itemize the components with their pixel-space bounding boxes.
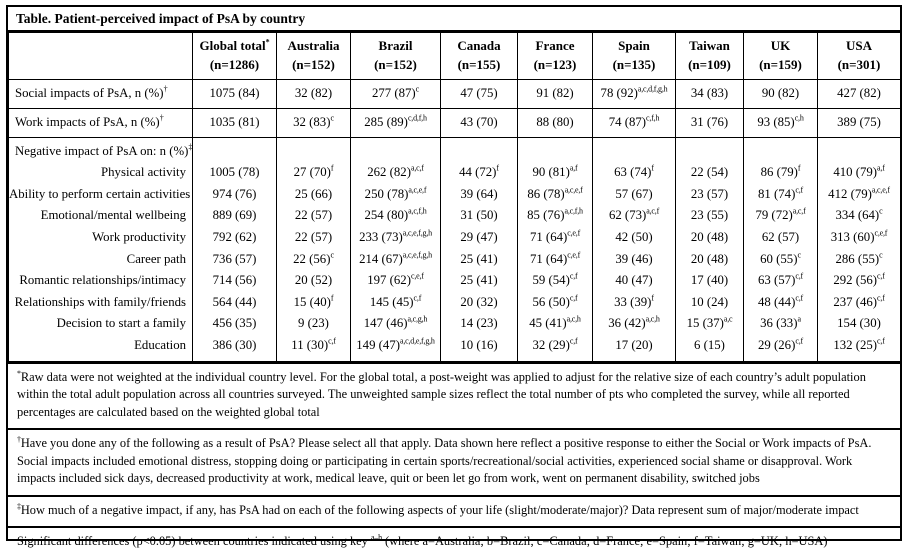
neg-data-cell-value: 23 (55): [690, 208, 729, 223]
neg-row-label: Physical activity: [101, 165, 186, 180]
neg-data-cell-value: 39 (46): [615, 251, 653, 266]
neg-data-cell-value: 39 (64): [460, 186, 498, 201]
significance-key: a,c,e,f: [871, 185, 890, 195]
neg-row-label: Ability to perform certain activities: [9, 186, 191, 201]
neg-label-column: [9, 137, 193, 361]
significance-key: f: [330, 293, 334, 303]
table-row: [9, 108, 901, 137]
significance-key: c,f: [569, 336, 578, 346]
neg-row-label: Decision to start a family: [56, 316, 186, 331]
neg-data-cell-value: 20 (32): [460, 294, 498, 309]
significance-key: a,c,e,f: [408, 185, 427, 195]
neg-data-cell-value: 334 $(64)^c$: [835, 207, 883, 223]
neg-data-cell-value: 79 $(72)^{a,c,f}$: [755, 207, 806, 223]
col-name: Australia: [287, 38, 340, 53]
significance-key: c,d,f,h: [407, 113, 427, 123]
significance-key: a,c,f: [792, 207, 806, 217]
col-name: USA: [845, 38, 872, 53]
significance-key: a: [797, 315, 801, 325]
neg-data-column: [351, 137, 441, 361]
spacer: [193, 141, 276, 163]
col-header-usa: [818, 33, 901, 80]
footnote-marker: ‡: [17, 501, 21, 511]
neg-data-cell-value: 29 $(26)^{c,f}$: [758, 336, 803, 353]
neg-data-cell-value: 9 (23): [298, 316, 329, 331]
significance-key: a,c,h: [645, 315, 660, 325]
neg-data-cell-value: 29 (47): [460, 230, 498, 245]
spacer: [441, 141, 517, 163]
data-cell: 78 $(92)^{a,c,d,f,g,h}$: [593, 79, 676, 108]
significance-key: a,c,f: [646, 207, 660, 217]
data-cell: 34 (83): [676, 79, 744, 108]
significance-key: a,c,f,h: [564, 207, 583, 217]
data-cell: 74 $(87)^{c,f,h}$: [593, 108, 676, 137]
spacer: [351, 141, 440, 163]
neg-data-cell-value: 286 $(55)^c$: [835, 250, 883, 266]
col-header-uk: [744, 33, 818, 80]
significance-key: c: [879, 207, 883, 217]
neg-data-cell-value: 262 $(82)^{a,c,f}$: [367, 164, 424, 180]
significance-key: c: [330, 250, 334, 260]
spacer: [277, 141, 350, 163]
significance-key: ‡: [188, 142, 193, 152]
neg-data-cell-value: 44 $(72)^f$: [459, 164, 499, 180]
neg-data-cell-value: 22 $(56)^c$: [293, 250, 334, 266]
col-name: Spain: [618, 38, 650, 53]
neg-data-cell-value: 57 (67): [615, 186, 653, 201]
neg-data-cell-value: 14 (23): [460, 316, 498, 331]
data-cell: 32 $(83)^c$: [277, 108, 351, 137]
col-header-spain: [593, 33, 676, 80]
significance-key: c,f: [795, 185, 803, 195]
neg-data-cell-value: 32 $(29)^{c,f}$: [532, 336, 578, 353]
col-n: (n=301): [837, 56, 881, 72]
neg-data-cell-value: 20 (52): [294, 273, 333, 288]
neg-data-cell-value: 145 $(45)^{c,f}$: [369, 293, 422, 309]
footnote-1: *Raw data were not weighted at the individual country level. For the global total, a post-weight was applied to adjust for the relative size of each country’s adult population within the total adult population across all countries surveyed. The unweighted sample sizes reflect the total number of pts who completed the survey, while all reported percentages are calculated based on the weighted global total: [8, 362, 900, 429]
col-name: Taiwan: [689, 38, 730, 53]
data-cell: 43 (70): [441, 108, 518, 137]
col-name: UK: [770, 38, 791, 53]
neg-data-cell-value: 1005 (78): [209, 165, 260, 180]
col-name: France: [535, 38, 575, 53]
footnote-marker: †: [17, 435, 21, 444]
neg-data-cell-value: 86 $(78)^{a,c,e,f}$: [527, 185, 583, 201]
neg-data-cell-value: 27 $(70)^f$: [293, 164, 334, 180]
neg-data-cell-value: 237 $(46)^{c,f}$: [833, 293, 885, 309]
col-header-global-total: [193, 33, 277, 80]
neg-data-cell-value: 36 $(42)^{a,c,h}$: [608, 315, 660, 331]
neg-data-cell-value: 20 (48): [690, 230, 729, 245]
neg-data-cell-value: 63 $(74)^f$: [614, 164, 654, 180]
col-n: (n=152): [292, 56, 335, 72]
significance-key: a,c,f: [410, 164, 424, 174]
neg-data-cell-value: 48 $(44)^{c,f}$: [758, 293, 803, 309]
data-cell: 427 (82): [818, 79, 901, 108]
col-header-australia: [277, 33, 351, 80]
significance-key: a,f: [569, 164, 578, 174]
data-cell: 90 (82): [744, 79, 818, 108]
table-row: [9, 79, 901, 108]
neg-data-cell-value: 25 (66): [294, 186, 333, 201]
neg-data-cell-value: 20 (48): [690, 251, 729, 266]
significance-key: a,c,e,f: [564, 185, 583, 195]
significance-key: †: [159, 113, 164, 123]
col-header-taiwan: [676, 33, 744, 80]
neg-data-cell-value: 86 $(79)^f$: [760, 164, 801, 180]
neg-data-cell-value: 889 (69): [212, 208, 257, 223]
significance-key: c: [879, 250, 883, 260]
significance-key: c,f: [413, 293, 422, 303]
neg-data-cell-value: 149 $(47)^{a,c,d,e,f,g,h}$: [356, 336, 435, 353]
neg-data-cell-value: 564 (44): [212, 294, 257, 309]
row-label: Social impacts of PsA, n (%)†: [9, 79, 193, 108]
significance-key: f: [330, 164, 334, 174]
neg-data-cell-value: 6 (15): [694, 338, 725, 353]
significance-key: c,f: [795, 271, 803, 281]
neg-data-cell-value: 313 $(60)^{c,e,f}$: [830, 228, 888, 245]
neg-data-cell-value: 154 (30): [837, 316, 881, 331]
neg-data-cell-value: 62 (57): [761, 230, 800, 245]
neg-data-cell-value: 10 (16): [460, 338, 498, 353]
significance-key: a,c,e,f,g,h: [402, 228, 432, 238]
significance-key: a,c,g,h: [407, 315, 428, 325]
neg-data-cell-value: 63 $(57)^{c,f}$: [758, 271, 803, 288]
footnote-3: ‡How much of a negative impact, if any, has PsA had on each of the following aspects of your life (slight/moderate/major)? Data represent sum of major/moderate impact: [8, 495, 900, 527]
neg-data-cell-value: 22 (54): [690, 165, 729, 180]
data-cell: 31 (76): [676, 108, 744, 137]
spacer: [676, 141, 743, 163]
corner-cell: [9, 33, 193, 80]
col-name: Brazil: [378, 38, 413, 53]
col-header-france: [518, 33, 593, 80]
significance-key: f: [797, 164, 801, 174]
col-n: (n=109): [688, 56, 731, 72]
significance-key: c,e,f: [567, 228, 581, 238]
neg-data-column: [744, 137, 818, 361]
neg-data-cell-value: 31 (50): [460, 208, 498, 223]
significance-key: a,c: [723, 315, 733, 325]
neg-data-cell-value: 56 $(50)^{c,f}$: [532, 293, 578, 309]
neg-row-label: Emotional/mental wellbeing: [40, 208, 186, 223]
spacer: [593, 141, 675, 163]
spacer: [818, 141, 900, 163]
neg-data-cell-value: 11 $(30)^{c,f}$: [291, 336, 336, 353]
data-cell: 1075 (84): [193, 79, 277, 108]
significance-key: c: [330, 113, 334, 123]
significance-key: *: [265, 37, 270, 47]
negative-impact-block: [9, 137, 901, 361]
neg-data-cell-value: 412 $(79)^{a,c,e,f}$: [828, 185, 890, 201]
neg-data-cell-value: 33 $(39)^f$: [614, 293, 654, 309]
neg-data-cell-value: 254 $(80)^{a,c,f,h}$: [364, 207, 427, 223]
significance-key: a,c,f,h: [408, 207, 427, 217]
neg-data-cell-value: 17 (20): [615, 338, 653, 353]
significance-key: c,e,f: [567, 250, 581, 260]
neg-data-cell-value: 792 (62): [212, 230, 257, 245]
spacer: [518, 141, 592, 163]
neg-data-cell-value: 36 $(33)^a$: [760, 315, 801, 331]
significance-key: c: [415, 84, 420, 94]
neg-data-cell-value: 410 $(79)^{a,f}$: [833, 164, 885, 180]
neg-data-cell-value: 250 $(78)^{a,c,e,f}$: [364, 185, 427, 201]
neg-data-cell-value: 45 $(41)^{a,c,h}$: [529, 315, 581, 331]
neg-data-column: [518, 137, 593, 361]
data-cell: 389 (75): [818, 108, 901, 137]
neg-data-cell-value: 456 (35): [212, 316, 257, 331]
col-name: Global total*: [199, 37, 270, 53]
data-cell: 88 (80): [518, 108, 593, 137]
data-cell: 47 (75): [441, 79, 518, 108]
neg-data-cell-value: 22 (57): [294, 230, 333, 245]
data-cell: 277 $(87)^c$: [351, 79, 441, 108]
neg-data-cell-value: 15 $(40)^f$: [293, 293, 334, 309]
header-row: [9, 33, 901, 80]
data-cell: 285 $(89)^{c,d,f,h}$: [351, 108, 441, 137]
neg-data-cell-value: 233 $(73)^{a,c,e,f,g,h}$: [359, 228, 432, 245]
neg-row-label: Career path: [126, 251, 186, 266]
significance-key: f: [651, 293, 654, 303]
neg-data-cell-value: 25 (41): [460, 273, 498, 288]
neg-data-cell-value: 17 (40): [690, 273, 729, 288]
neg-data-cell-value: 974 (76): [212, 186, 257, 201]
table-container: [6, 5, 902, 549]
neg-data-cell-value: 42 (50): [615, 230, 653, 245]
significance-key: c,e,f: [874, 228, 888, 238]
neg-data-cell-value: 40 (47): [615, 273, 653, 288]
neg-data-cell-value: 15 $(37)^{a,c}$: [686, 315, 733, 331]
row-label: Work impacts of PsA, n (%)†: [9, 108, 193, 137]
col-header-brazil: [351, 33, 441, 80]
table-title: Table. Patient-perceived impact of PsA by country: [8, 7, 900, 32]
significance-key: c,e,f: [410, 271, 424, 281]
col-n: (n=1286): [209, 56, 260, 72]
significance-key: a,c,d,e,f,g,h: [400, 336, 435, 346]
significance-key: c,f: [877, 293, 885, 303]
neg-data-cell-value: 62 $(73)^{a,c,f}$: [608, 207, 660, 223]
neg-data-column: [441, 137, 518, 361]
significance-key: †: [163, 84, 168, 94]
neg-data-cell-value: 60 $(55)^c$: [760, 250, 801, 266]
footnote-marker: *: [17, 368, 21, 378]
significance-key: c,f: [877, 271, 885, 281]
significance-key: c,f: [569, 271, 578, 281]
neg-data-cell-value: 90 $(81)^{a,f}$: [532, 164, 578, 180]
data-cell: 91 (82): [518, 79, 593, 108]
neg-data-cell-value: 197 $(62)^{c,e,f}$: [367, 271, 424, 288]
neg-data-cell-value: 714 (56): [212, 273, 257, 288]
significance-key: c: [797, 250, 801, 260]
significance-key: a,c,e,f,g,h: [402, 250, 432, 260]
neg-data-cell-value: 386 (30): [212, 338, 257, 353]
main-table: [8, 32, 901, 362]
neg-data-cell-value: 25 (41): [460, 251, 498, 266]
neg-data-cell-value: 147 $(46)^{a,c,g,h}$: [363, 315, 428, 331]
neg-data-cell-value: 59 $(54)^{c,f}$: [532, 271, 578, 288]
neg-row-label: Relationships with family/friends: [14, 294, 186, 309]
neg-row-label: Work productivity: [92, 230, 186, 245]
neg-data-cell-value: 81 $(74)^{c,f}$: [758, 185, 803, 201]
significance-key: a,c,d,f,g,h: [637, 84, 668, 94]
col-n: (n=135): [612, 56, 656, 72]
neg-data-column: [593, 137, 676, 361]
neg-data-cell-value: 214 $(67)^{a,c,e,f,g,h}$: [359, 250, 432, 266]
neg-row-label: Education: [134, 338, 186, 353]
neg-section-header: Negative impact of PsA on: n (%)‡: [15, 142, 193, 158]
significance-key: a,c,h: [566, 315, 581, 325]
significance-key: f: [496, 164, 499, 174]
significance-key: c,f: [877, 336, 885, 346]
col-n: (n=123): [533, 56, 577, 72]
significance-key: c,h: [794, 113, 804, 123]
significance-key-range: a–h: [370, 533, 382, 542]
col-name: Canada: [457, 38, 501, 53]
neg-data-cell-value: 85 $(76)^{a,c,f,h}$: [527, 207, 583, 223]
data-cell: 93 $(85)^{c,h}$: [744, 108, 818, 137]
significance-key: c,f: [328, 336, 336, 346]
neg-data-cell-value: 736 (57): [212, 251, 257, 266]
neg-data-cell-value: 292 $(56)^{c,f}$: [833, 271, 885, 288]
significance-key: c,f: [569, 293, 578, 303]
neg-data-column: [676, 137, 744, 361]
table-body: [9, 79, 901, 361]
significance-key: c,f,h: [646, 113, 660, 123]
footnote-2: †Have you done any of the following as a result of PsA? Please select all that apply. Data shown here reflect a positive response to either the Social or Work impacts of PsA. Social impacts included emotional distress, stopping doing or participating in certain sports/recreational/social activities, experienced social shame or disapproval. Work impacts included sick days, decreased productivity at work, medical leave, quit or been let go from work, went on permanent disability, switched jobs: [8, 428, 900, 495]
col-n: (n=159): [759, 56, 802, 72]
neg-row-label: Romantic relationships/intimacy: [19, 273, 186, 288]
footnote-4: Significant differences (p<0.05) between countries indicated using key $^{a-h}$ (where a=Australia; b=Brazil; c=Canada; d=France; e=Spain; f=Taiwan; g=UK; h=USA): [8, 526, 900, 558]
neg-data-cell-value: 71 $(64)^{c,e,f}$: [529, 250, 581, 266]
neg-data-column: [277, 137, 351, 361]
significance-key: c,f: [795, 336, 803, 346]
significance-key: a,f: [877, 164, 885, 174]
neg-data-cell-value: 71 $(64)^{c,e,f}$: [529, 228, 581, 245]
neg-data-column: [818, 137, 901, 361]
col-n: (n=155): [457, 56, 501, 72]
col-n: (n=152): [374, 56, 417, 72]
data-cell: 32 (82): [277, 79, 351, 108]
table-header: [9, 33, 901, 80]
spacer: [744, 141, 817, 163]
col-header-canada: [441, 33, 518, 80]
neg-data-cell-value: 10 (24): [690, 294, 729, 309]
neg-data-cell-value: 23 (57): [690, 186, 729, 201]
data-cell: 1035 (81): [193, 108, 277, 137]
neg-data-column: [193, 137, 277, 361]
neg-data-cell-value: 22 (57): [294, 208, 333, 223]
footnotes-section: [8, 362, 900, 558]
neg-data-cell-value: 132 $(25)^{c,f}$: [833, 336, 885, 353]
significance-key: c,f: [795, 293, 803, 303]
significance-key: f: [651, 164, 654, 174]
